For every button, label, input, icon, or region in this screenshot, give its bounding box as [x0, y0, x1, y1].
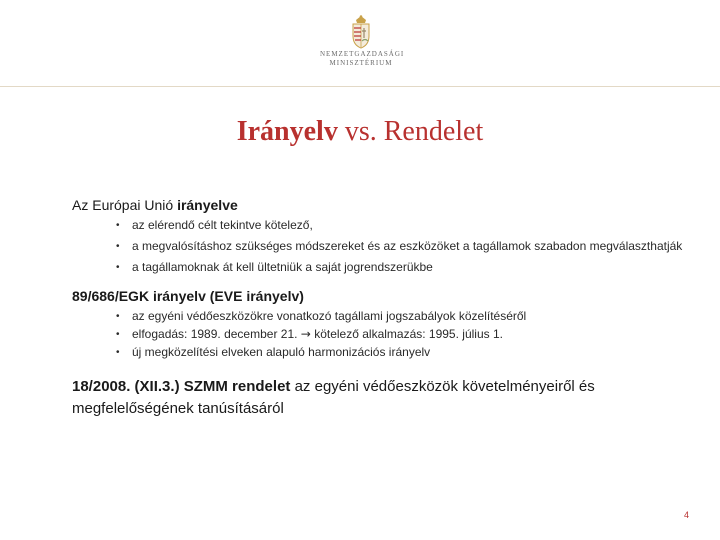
list-item-text: az egyéni védőeszközökre vonatkozó tagállami jogszabályok közelítéséről [132, 309, 527, 323]
bullet: • [116, 262, 120, 273]
section-eve-directive [72, 287, 692, 360]
list-item-text: a megvalósításhoz szükséges módszereket és az eszközöket a tagállamok szabadon megválaszthatják [132, 239, 683, 253]
section-directive [72, 196, 692, 275]
section1-list [72, 218, 692, 275]
section2-list [72, 309, 692, 360]
list-item [72, 345, 692, 360]
org-name-line2: MINISZTÉRIUM [329, 59, 393, 67]
bullet: • [116, 347, 120, 358]
header-divider [0, 86, 720, 87]
list-item [72, 309, 692, 324]
bullet: • [116, 311, 120, 322]
bullet: • [116, 241, 120, 252]
section2-heading: 89/686/EGK irányelv (EVE irányelv) [72, 288, 304, 304]
arrow-right-icon: → [300, 327, 311, 341]
org-name-line1: NEMZETGAZDASÁGI [320, 50, 405, 58]
section1-lead-text: Az Európai Unió [72, 197, 178, 213]
hungarian-coat-of-arms-icon [348, 14, 374, 50]
ministry-logo [320, 14, 405, 68]
regulation-desc: az egyéni védőeszközök követelményeiről és megfelelőségének tanúsításáról [72, 378, 595, 417]
section1-lead [72, 196, 692, 214]
title-part1: Irányelv [236, 116, 338, 147]
list-item-text: új megközelítési elveken alapuló harmonizációs irányelv [132, 345, 431, 359]
page-number: 4 [684, 510, 690, 520]
section1-lead-bold: irányelve [177, 197, 238, 213]
list-item [72, 239, 692, 254]
slide-content [72, 196, 692, 420]
list-item [72, 260, 692, 275]
list-item-text: a tagállamoknak át kell ültetniük a saját jogrendszerükbe [132, 260, 433, 274]
list-item-text-cont: kötelező alkalmazás: 1995. július 1. [310, 327, 503, 341]
bullet: • [116, 329, 120, 340]
list-item [72, 327, 692, 342]
bullet: • [116, 220, 120, 231]
title-part2: vs. Rendelet [337, 116, 484, 147]
regulation-id: 18/2008. (XII.3.) SZMM rendelet [72, 378, 291, 395]
slide-title [0, 116, 720, 148]
section-regulation [72, 376, 692, 420]
list-item [72, 218, 692, 233]
list-item-text: elfogadás: 1989. december 21. [132, 327, 301, 341]
list-item-text: az elérendő célt tekintve kötelező, [132, 218, 313, 232]
